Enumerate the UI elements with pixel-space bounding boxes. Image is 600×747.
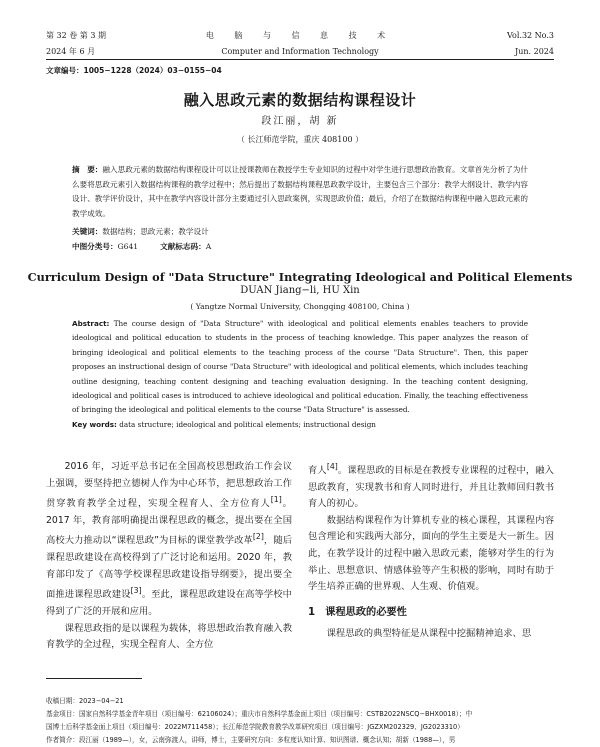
abstract-cn <box>72 163 528 221</box>
footnote-rule <box>46 678 142 679</box>
header-journal-cn: 电 脑 与 信 息 技 术 <box>205 31 395 40</box>
footnote-received: 收稿日期：2023−04−21 <box>46 697 124 705</box>
keywords-cn-label: 关键词： <box>72 227 103 236</box>
clc-value: G641 <box>117 242 139 251</box>
body-paragraph: 课程思政指的是以课程为载体，将思想政治教育融入教育教学的全过程，实现全程育人、全方位 <box>46 622 292 651</box>
authors-en: DUAN Jiang−li, HU Xin <box>240 285 360 296</box>
body-column-left <box>46 459 292 654</box>
keywords-cn-text: 数据结构；思政元素；教学设计 <box>102 227 209 236</box>
body-text: 。2017 年，教育部明确提出课程思政的概念，提出要在全国高校大力推动以“课程思政”为目标的课堂教学改革 <box>46 498 292 547</box>
header-volume-issue-en: Vol.32 No.3 <box>507 31 554 40</box>
body-paragraph: 数据结构课程作为计算机专业的核心课程，其课程内容包含理论和实践两大部分，面向的学生主要是大一新生。因此，在教学设计的过程中融入思政元素，能够对学生的行为举止、思想意识、情感体验等产生积极的影响，同时有助于学生培养正确的世界观、人生观、价值观。 <box>308 514 554 593</box>
citation: [3] <box>130 586 142 596</box>
header-volume-issue-cn: 第 32 卷 第 3 期 <box>46 31 106 40</box>
header-rule <box>46 59 554 60</box>
footnote-author-bio: 作者简介：段江丽（1989—），女，云南弥渡人，讲师，博士，主要研究方向：多粒度认知计算、知识图谱、概念认知；胡新（1988—），男 <box>46 736 456 744</box>
authors-cn: 段江丽，胡 新 <box>261 116 339 127</box>
body-paragraph: 课程思政的典型特征是从课程中挖掘精神追求、思 <box>326 628 532 640</box>
doc-code-label: 文献标志码： <box>160 242 206 251</box>
classification-line <box>72 240 528 255</box>
abstract-en-text: The course design of "Data Structure" with ideological and political elements enables teachers to provide ideological and political education to students in the process of teaching knowledge. This paper analyzes the reason of bringing ideological and political elements to the teaching process of the course "Data Structure". Then, this paper proposes an instructional design of course "Data Structure" with ideological and political elements, which includes teaching outline designing, teaching content designing and teaching evaluation designing. In the teaching content designing, ideological and political cases is introduced to achieve ideological and political education. Finally, the teaching effectiveness of bringing the ideological and political elements to the course "Data Structure" is assessed. <box>72 319 528 415</box>
abstract-cn-label: 摘 要： <box>72 165 103 174</box>
title-en: Curriculum Design of "Data Structure" Integrating Ideological and Political Elements <box>27 270 573 284</box>
header-date-cn: 2024 年 6 月 <box>46 47 96 56</box>
body-text: ，随后课程思政建设在高校得到了广泛讨论和运用。2020 年，教育部印发了《高等学校课程思政建设指导纲要》，提出要全面推进课程思政建设 <box>46 535 292 601</box>
body-paragraph <box>308 459 554 513</box>
header-date-en: Jun. 2024 <box>515 47 554 56</box>
body-paragraph <box>46 459 292 621</box>
body-text: 育人 <box>308 465 327 477</box>
keywords-cn <box>72 225 528 240</box>
clc-label: 中图分类号： <box>72 242 118 251</box>
article-number: 文章编号：1005−1228（2024）03−0155−04 <box>46 66 222 75</box>
header-journal-en: Computer and Information Technology <box>221 47 379 56</box>
abstract-cn-text: 融入思政元素的数据结构课程设计可以让授课教师在教授学生专业知识的过程中对学生进行思想政治教育。文章首先分析了为什么要将思政元素引入数据结构课程的教学过程中；然后提出了数据结构课程思政教学设计，主要包含三个部分：教学大纲设计、教学内容设计、教学评价设计，其中在教学内容设计部分主要通过引入思政案例，实现思政价值；最后，介绍了在数据结构课程中融入思政元素的教学成效。 <box>72 165 528 218</box>
doc-code-value: A <box>205 242 212 251</box>
body-text: 。至此，课程思政建设在高等学校中得到了广泛的开展和应用。 <box>46 589 292 618</box>
footnotes <box>46 695 554 747</box>
citation: [2] <box>252 532 264 542</box>
abstract-en-label: Abstract: <box>72 319 110 328</box>
section-heading: 1 课程思政的必要性 <box>308 606 407 618</box>
body-text: 。课程思政的目标是在教授专业课程的过程中，融入思政教育，实现教书和育人同时进行，并且让教师回归教书育人的初心。 <box>308 465 554 510</box>
footnote-fund-1: 基金项目：国家自然科学基金青年项目（项目编号：62106024）；重庆市自然科学基金面上项目（项目编号：CSTB2022NSCQ−BHX0018）；中 <box>46 710 473 718</box>
keywords-en-text: data structure; ideological and political elements; instructional design <box>119 420 376 429</box>
body-text: 2016 年，习近平总书记在全国高校思想政治工作会议上强调，要坚持把立德树人作为中心环节，把思想政治工作贯穿教育教学全过程，实现全程育人、全方位育人 <box>46 461 292 510</box>
body-column-right <box>308 459 554 643</box>
affiliation-en: ( Yangtze Normal University, Chongqing 408100, China ) <box>190 302 410 311</box>
citation: [4] <box>326 462 338 471</box>
citation: [1] <box>270 495 282 505</box>
title-cn: 融入思政元素的数据结构课程设计 <box>183 91 417 109</box>
keywords-en <box>72 419 528 431</box>
abstract-en <box>72 317 528 418</box>
affiliation-cn: （ 长江师范学院，重庆 408100 ） <box>236 135 364 144</box>
footnote-fund-2: 国博士后科学基金面上项目（项目编号：2022M711458）；长江师范学院教育教学改革研究项目（项目编号：JGZXM202329、JG2023310） <box>46 723 464 731</box>
keywords-en-label: Key words: <box>72 420 117 429</box>
